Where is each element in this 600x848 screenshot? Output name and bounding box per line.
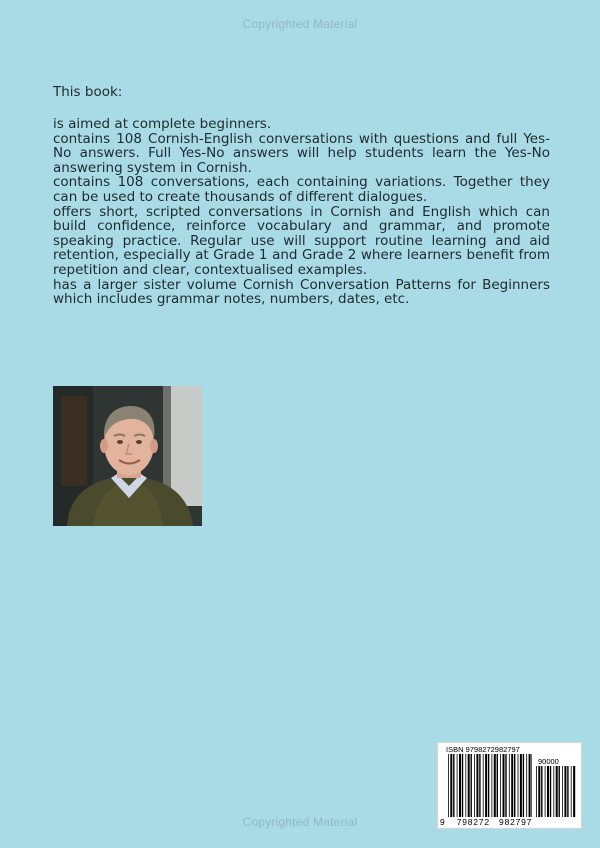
barcode-stripe [556,766,558,817]
isbn-number: ISBN 9798272982797 [446,745,520,754]
author-portrait-illustration [53,386,202,526]
barcode-stripe [564,766,566,817]
intro-heading: This book: [53,84,123,100]
barcode-stripe [511,754,513,817]
barcode-stripe [573,766,575,817]
barcode-stripe [562,766,563,817]
feature-item-conversations: contains 108 Cornish-English conversations with questions and full Yes-No answers. Full Yes-No answers will help students learn the Yes-No answering system in Cornish. [53,130,550,176]
barcode-stripe [465,754,466,817]
barcode-stripe [547,766,549,817]
barcode-stripe [518,754,519,817]
barcode-stripe [541,766,542,817]
barcode-stripe [488,754,489,817]
barcode-stripe [483,754,484,817]
barcode-stripe [497,754,498,817]
barcode-stripe [550,766,551,817]
barcode-stripe [448,754,449,817]
feature-item-scripted-practice: offers short, scripted conversations in Cornish and English which can build confidence, reinforce vocabulary and grammar, and promote speaking practice. Regular use will support routine learning and aid retention, especially at Grade 1 and Grade 2 where learners benefit from repetition and clear, contextualised examples. [53,203,550,278]
barcode-stripe [479,754,480,817]
barcode-stripe [503,754,505,817]
barcode-stripe [526,754,527,817]
barcode-stripe [514,754,515,817]
feature-item-variations: contains 108 conversations, each containing variations. Together they can be used to create thousands of different dialogues. [53,174,550,205]
barcode-stripe [474,754,475,817]
barcode-stripe [545,766,546,817]
barcode-stripe [559,766,560,817]
barcode-stripe [509,754,510,817]
barcode-stripe [494,754,496,817]
barcode-stripe [462,754,463,817]
feature-item-beginners: is aimed at complete beginners. [53,116,272,132]
barcode-stripe [520,754,522,817]
barcode-digits-left: 798272 [456,817,490,827]
barcode-stripe [457,754,458,817]
barcode-stripe [459,754,461,817]
barcode-stripe [492,754,493,817]
barcode-stripe [529,754,531,817]
copyright-watermark-bottom: Copyrighted Material [242,815,358,829]
barcode-stripe [500,754,501,817]
barcode-stripe [450,754,452,817]
barcode-stripe [531,754,532,817]
barcode-stripe [485,754,487,817]
barcode-stripe [523,754,524,817]
book-feature-list [53,117,550,307]
barcode-stripe [536,766,537,817]
barcode-digit-lead: 9 [440,817,446,827]
barcode-stripe [476,754,478,817]
feature-item-sister-volume: has a larger sister volume Cornish Conversation Patterns for Beginners which includes grammar notes, numbers, dates, etc. [53,276,550,308]
author-photo [53,386,202,526]
copyright-watermark-top: Copyrighted Material [242,17,358,31]
barcode-stripe [471,754,472,817]
barcode-stripe [468,754,470,817]
barcode-digits-right: 982797 [499,817,533,827]
barcode-addon-code: 90000 [538,757,559,766]
barcode-stripe [553,766,554,817]
barcode-stripe [453,754,454,817]
barcode-stripe [567,766,568,817]
barcode-stripe [538,766,540,817]
barcode-stripe [505,754,506,817]
barcode-stripe [571,766,572,817]
